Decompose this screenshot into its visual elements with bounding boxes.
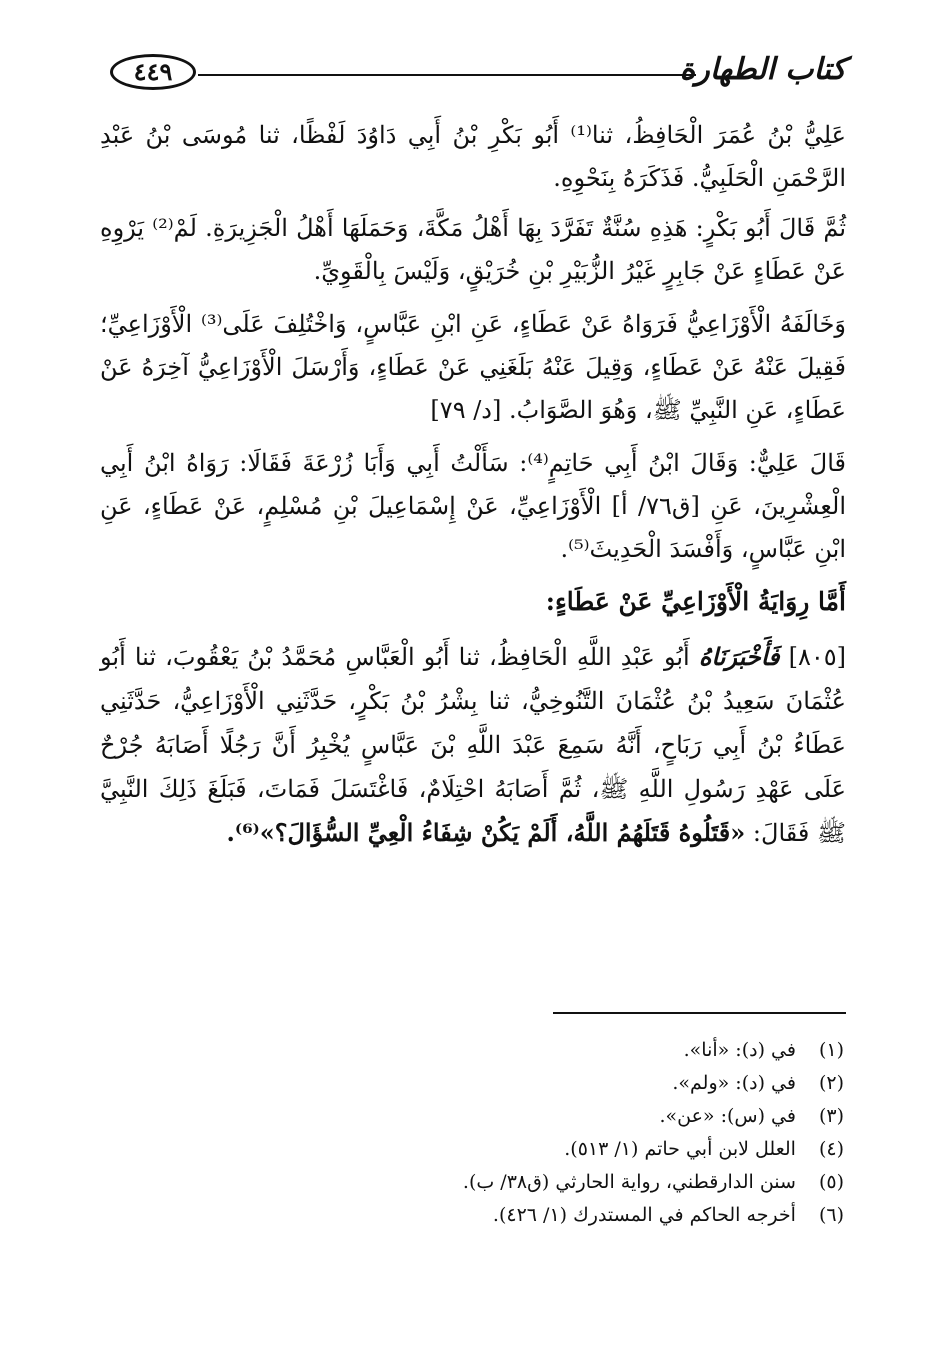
hadith-paragraph <box>100 635 846 855</box>
footnote-6 <box>120 1201 844 1230</box>
footnote-2 <box>120 1069 844 1098</box>
footnote-3 <box>120 1102 844 1131</box>
footnote-number: (١) <box>818 1039 844 1061</box>
paragraph-3: وَخَالَفَهُ الْأَوْزَاعِيُّ فَرَوَاهُ عَنْ عَطَاءٍ، عَنِ ابْنِ عَبَّاسٍ، وَاخْتُلِفَ عَلَى⁽³⁾ الْأَوْزَاعِيِّ؛ فَقِيلَ عَنْهُ عَنْ عَطَاءٍ، وَقِيلَ عَنْهُ بَلَغَنِي عَنْ عَطَاءٍ، وَأَرْسَلَ الْأَوْزَاعِيُّ آخِرَهُ عَنْ عَطَاءٍ، عَنِ النَّبِيِّ ﷺ، وَهُوَ الصَّوَابُ. [د/ ٧٩] <box>100 310 846 424</box>
header-rule <box>198 74 696 76</box>
footnote-number: (٤) <box>818 1138 844 1160</box>
footnote-text: سنن الدارقطني، رواية الحارثي (ق٣٨/ ب). <box>462 1171 796 1193</box>
footnote-number: (٣) <box>818 1105 844 1127</box>
page-number-badge: ٤٤٩ <box>110 54 196 90</box>
hadith-quote: «قَتَلُوهُ قَتَلَهُمُ اللَّهُ، أَلَمْ يَكُنْ شِفَاءُ الْعِيِّ السُّؤَالَ؟»⁽⁶⁾. <box>226 818 746 847</box>
footnotes <box>120 1036 844 1234</box>
footnote-text: أخرجه الحاكم في المستدرك (١/ ٤٢٦). <box>492 1204 796 1226</box>
section-heading: أَمَّا رِوَايَةُ الْأَوْزَاعِيِّ عَنْ عَطَاءٍ: <box>545 587 846 616</box>
footnote-number: (٢) <box>818 1072 844 1094</box>
main-text <box>100 114 846 855</box>
hadith-text: أَبُو عَبْدِ اللَّهِ الْحَافِظُ، ثنا أَبُو الْعَبَّاسِ مُحَمَّدُ بْنُ يَعْقُوبَ، ثنا أَبُو عُثْمَانَ سَعِيدُ بْنُ عُثْمَانَ التَّنُوخِيُّ، ثنا بِشْرُ بْنُ بَكْرٍ، حَدَّثَنِي الْأَوْزَاعِيُّ، حَدَّثَنِي عَطَاءُ بْنُ أَبِي رَبَاحٍ، أَنَّهُ سَمِعَ عَبْدَ اللَّهِ بْنَ عَبَّاسٍ يُخْبِرُ أَنَّ رَجُلًا أَصَابَهُ جُرْحٌ عَلَى عَهْدِ رَسُولِ اللَّهِ ﷺ، ثُمَّ أَصَابَهُ احْتِلَامٌ، فَاغْتَسَلَ فَمَاتَ، فَبَلَغَ ذَلِكَ النَّبِيَّ ﷺ فَقَالَ: <box>100 643 846 847</box>
hadith-number: [٨٠٥] <box>788 643 846 671</box>
page-header <box>110 50 846 98</box>
footnote-text: العلل لابن أبي حاتم (١/ ٥١٣). <box>564 1138 796 1160</box>
footnote-1 <box>120 1036 844 1065</box>
paragraph-4: قَالَ عَلِيٌّ: وَقَالَ ابْنُ أَبِي حَاتِمٍ⁽⁴⁾: سَأَلْتُ أَبِي وَأَبَا زُرْعَةَ فَقَالَا: رَوَاهُ ابْنُ أَبِي الْعِشْرِينَ، عَنِ [ق٧٦/ أ] الْأَوْزَاعِيِّ، عَنْ إِسْمَاعِيلَ بْنِ مُسْلِمٍ، عَنْ عَطَاءٍ، عَنِ ابْنِ عَبَّاسٍ، وَأَفْسَدَ الْحَدِيثَ⁽⁵⁾. <box>100 449 846 563</box>
paragraph-2: ثُمَّ قَالَ أَبُو بَكْرٍ: هَذِهِ سُنَّةٌ تَفَرَّدَ بِهَا أَهْلُ مَكَّةَ، وَحَمَلَهَا أَهْلُ الْجَزِيرَةِ. لَمْ⁽²⁾ يَرْوِهِ عَنْ عَطَاءٍ عَنْ جَابِرٍ غَيْرُ الزُّبَيْرِ بْنِ خُرَيْقٍ، وَلَيْسَ بِالْقَوِيِّ. <box>100 214 847 285</box>
footnote-number: (٦) <box>818 1204 844 1226</box>
footnote-number: (٥) <box>818 1171 844 1193</box>
footnote-text: في (س): «عن». <box>659 1105 796 1127</box>
paragraph-1: عَلِيُّ بْنُ عُمَرَ الْحَافِظُ، ثنا⁽¹⁾ أَبُو بَكْرِ بْنُ أَبِي دَاوُدَ لَفْظًا، ثنا مُوسَى بْنُ عَبْدِ الرَّحْمَنِ الْحَلَبِيُّ. فَذَكَرَهُ بِنَحْوِهِ. <box>100 121 846 192</box>
footnote-4 <box>120 1135 844 1164</box>
footnote-5 <box>120 1168 844 1197</box>
footnote-text: في (د): «أنا». <box>683 1039 796 1061</box>
footnote-text: في (د): «ولم». <box>672 1072 796 1094</box>
footnote-separator <box>553 1012 846 1014</box>
chapter-title: كتاب الطهارة <box>679 52 846 87</box>
hadith-keyword: فَأَخْبَرَنَاهُ <box>698 642 780 671</box>
